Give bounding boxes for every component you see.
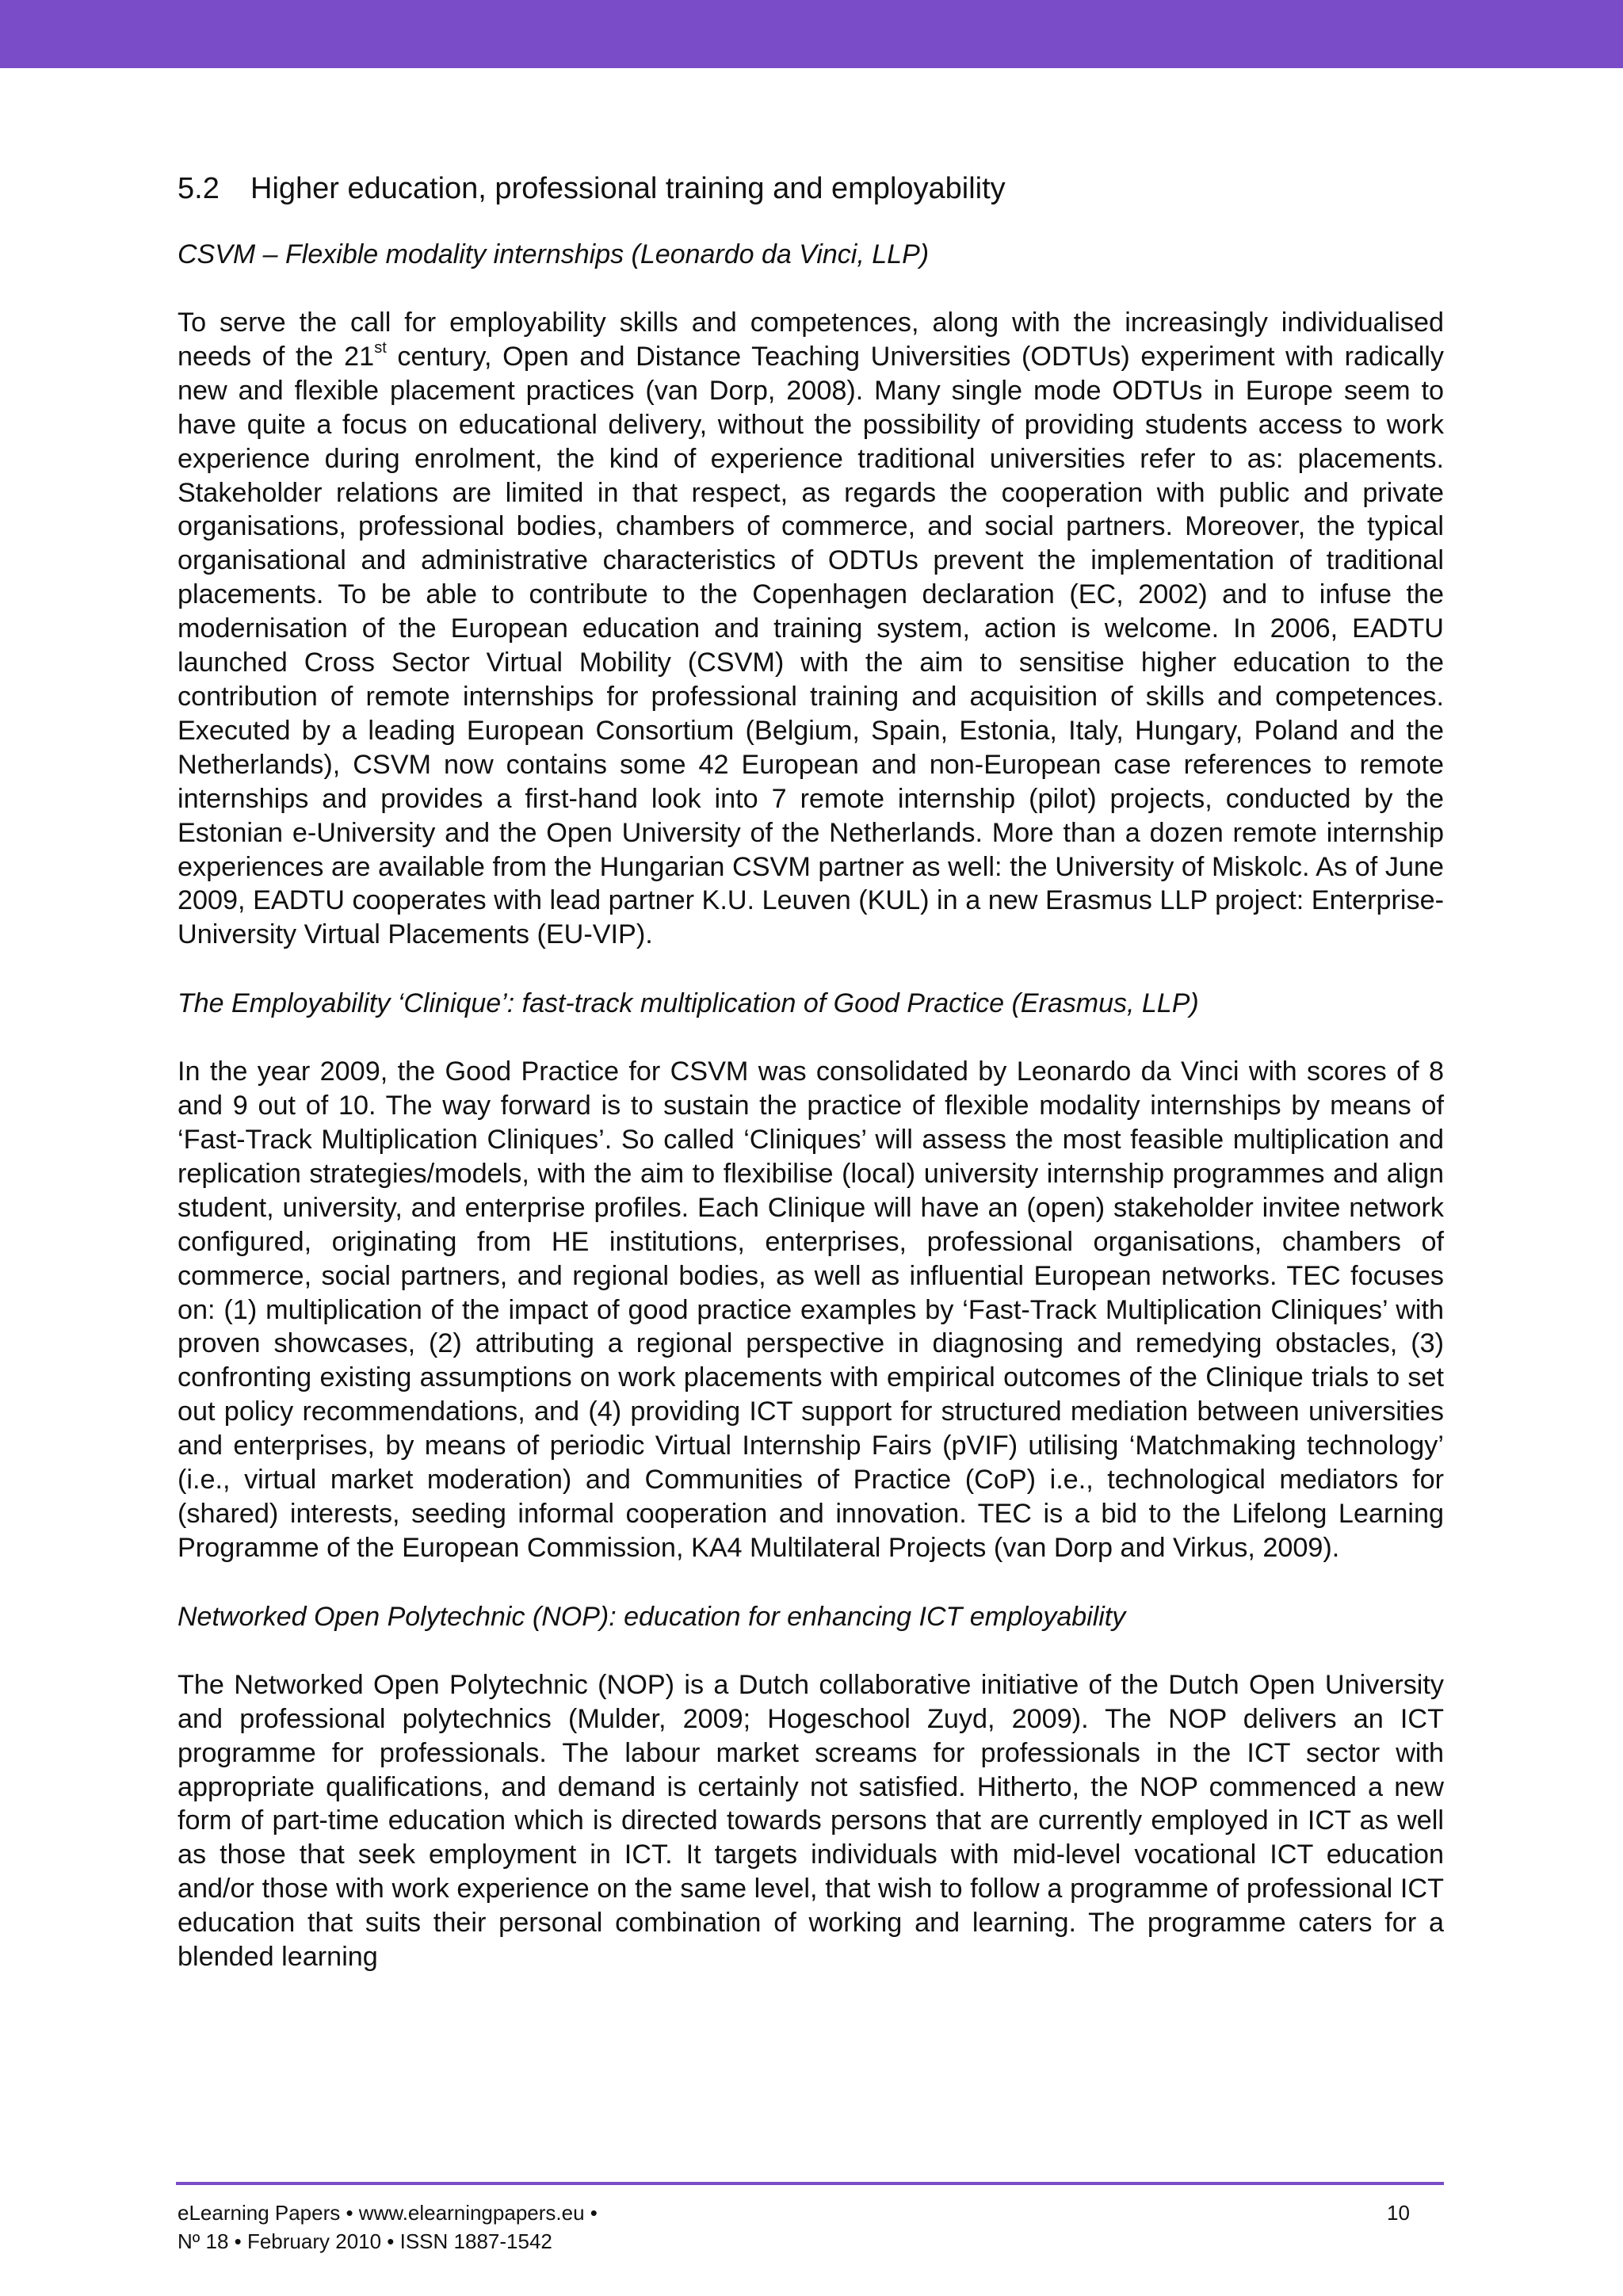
- footer-journal-line: eLearning Papers • www.elearningpapers.eu •: [178, 2201, 598, 2225]
- subsection-heading-nop: Networked Open Polytechnic (NOP): education for enhancing ICT employability: [178, 1601, 1126, 1632]
- paragraph-csvm-text-rest: century, Open and Distance Teaching Universities (ODTUs) experiment with radically new and flexible placement practices (van Dorp, 2008). Many single mode ODTUs in Europe seem to have quite a focus on educational delivery, without the possibility of providing students access to work experience during enrolment, the kind of experience traditional universities refer to as: placements. Stakeholder relations are limited in that respect, as regards the cooperation with public and private organisations, professional bodies, chambers of commerce, and social partners. Moreover, the typical organisational and administrative characteristics of ODTUs prevent the implementation of traditional placements. To be able to contribute to the Copenhagen declaration (EC, 2002) and to infuse the modernisation of the European education and training system, action is welcome. In 2006, EADTU launched Cross Sector Virtual Mobility (CSVM) with the aim to sensitise higher education to the contribution of remote internships for professional training and acquisition of skills and competences. Executed by a leading European Consortium (Belgium, Spain, Estonia, Italy, Hungary, Poland and the Netherlands), CSVM now contains some 42 European and non-European case references to remote internships and provides a first-hand look into 7 remote internship (pilot) projects, conducted by the Estonian e-University and the Open University of the Netherlands. More than a dozen remote internship experiences are available from the Hungarian CSVM partner as well: the University of Miskolc. As of June 2009, EADTU cooperates with lead partner K.U. Leuven (KUL) in a new Erasmus LLP project: Enterprise-University Virtual Placements (EU-VIP).: [178, 341, 1444, 950]
- paragraph-nop: The Networked Open Polytechnic (NOP) is a Dutch collaborative initiative of the Dutch Open University and professional polytechnics (Mulder, 2009; Hogeschool Zuyd, 2009). The NOP delivers an ICT programme for professionals. The labour market screams for professionals in the ICT sector with appropriate qualifications, and demand is certainly not satisfied. Hitherto, the NOP commenced a new form of part-time education which is directed towards persons that are currently employed in ICT as well as those that seek employment in ICT. It targets individuals with mid-level vocational ICT education and/or those with work experience on the same level, that wish to follow a programme of professional ICT education that suits their personal combination of working and learning. The programme caters for a blended learning: [178, 1669, 1444, 1973]
- paragraph-csvm: [178, 306, 1444, 952]
- section-title: Higher education, professional training and employability: [250, 172, 1006, 205]
- paragraph-clinique: In the year 2009, the Good Practice for CSVM was consolidated by Leonardo da Vinci with scores of 8 and 9 out of 10. The way forward is to sustain the practice of flexible modality internships by means of ‘Fast-Track Multiplication Cliniques’. So called ‘Cliniques’ will assess the most feasible multiplication and replication strategies/models, with the aim to flexibilise (local) university internship programmes and align student, university, and enterprise profiles. Each Clinique will have an (open) stakeholder invitee network configured, originating from HE institutions, enterprises, professional organisations, chambers of commerce, social partners, and regional bodies, as well as influential European networks. TEC focuses on: (1) multiplication of the impact of good practice examples by ‘Fast-Track Multiplication Cliniques’ with proven showcases, (2) attributing a regional perspective in diagnosing and remedying obstacles, (3) confronting existing assumptions on work placements with empirical outcomes of the Clinique trials to set out policy recommendations, and (4) providing ICT support for structured mediation between universities and enterprises, by means of periodic Virtual Internship Fairs (pVIF) utilising ‘Matchmaking technology’ (i.e., virtual market moderation) and Communities of Practice (CoP) i.e., technological mediators for (shared) interests, seeding informal cooperation and innovation. TEC is a bid to the Lifelong Learning Programme of the European Commission, KA4 Multilateral Projects (van Dorp and Virkus, 2009).: [178, 1056, 1444, 1563]
- paragraph-csvm-text-start: To serve the call for employability skills and competences, along with the increasingly individualised needs of the 21: [178, 308, 1444, 372]
- superscript-st: st: [374, 338, 387, 357]
- page-content: [178, 168, 1444, 2008]
- subsection-heading-csvm: CSVM – Flexible modality internships (Leonardo da Vinci, LLP): [178, 239, 930, 269]
- header-accent-bar: [0, 0, 1623, 68]
- section-number: 5.2: [178, 172, 220, 205]
- subsection-heading-clinique: The Employability ‘Clinique’: fast-track multiplication of Good Practice (Erasmus, LLP): [178, 988, 1199, 1019]
- section-heading: [178, 168, 1444, 209]
- footer-divider: [176, 2182, 1444, 2185]
- page-number: 10: [1387, 2201, 1410, 2225]
- footer-issue-line: Nº 18 • February 2010 • ISSN 1887-1542: [178, 2229, 552, 2253]
- page-footer: [178, 2199, 1445, 2256]
